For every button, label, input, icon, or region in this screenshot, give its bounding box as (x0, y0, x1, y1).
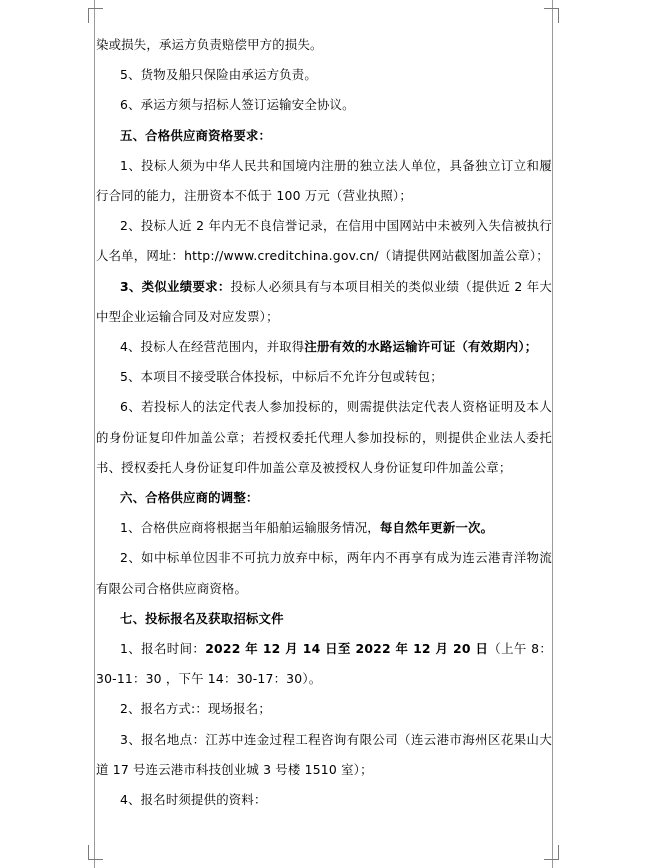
paragraph-qualification-2: 2、投标人近 2 年内无不良信誉记录，在信用中国网站中未被列入失信被执行人名单，网址：http://www.creditchina.gov.cn/（请提供网站截图加盖公章）； (96, 218, 552, 264)
right-margin-rule (552, 0, 553, 868)
crop-mark-top-right (544, 8, 559, 23)
section-heading-seven: 七、投标报名及获取招标文件 (120, 610, 284, 626)
crop-mark-top-left (88, 8, 103, 23)
paragraph-adjustment-1: 1、合格供应商将根据当年船舶运输服务情况，每自然年更新一次。 (120, 520, 494, 536)
section-heading-six: 六、合格供应商的调整： (120, 490, 259, 506)
paragraph-qualification-3: 3、类似业绩要求：投标人必须具有与本项目相关的类似业绩（提供近 2 年大中型企业运输合同及对应发票）； (96, 278, 553, 324)
crop-mark-bottom-right (544, 845, 559, 860)
left-margin-rule (94, 0, 95, 868)
document-body (96, 30, 552, 815)
paragraph-item-6-safety-agreement: 6、承运方须与招标人签订运输安全协议。 (120, 97, 355, 113)
section-heading-five: 五、合格供应商资格要求： (120, 127, 272, 143)
paragraph-item-5-insurance: 5、货物及船只保险由承运方负责。 (120, 67, 317, 83)
paragraph-qualification-5: 5、本项目不接受联合体投标，中标后不允许分包或转包； (120, 369, 443, 385)
paragraph-adjustment-2: 2、如中标单位因非不可抗力放弃中标，两年内不再享有成为连云港青洋物流有限公司合格供应商资格。 (96, 550, 552, 596)
paragraph-registration-method: 2、报名方式:：现场报名； (120, 701, 271, 717)
crop-mark-bottom-left (88, 845, 103, 860)
paragraph-registration-time: 1、报名时间：2022 年 12 月 14 日至 2022 年 12 月 20 日（上午 8：30-11：30 ，下午 14：30-17：30）。 (96, 641, 552, 687)
paragraph-registration-location: 3、报名地点：江苏中连金过程工程咨询有限公司（连云港市海州区花果山大道 17 号连云港市科技创业城 3 号楼 1510 室）； (96, 731, 552, 777)
paragraph-qualification-1: 1、投标人须为中华人民共和国境内注册的独立法人单位，具备独立订立和履行合同的能力，注册资本不低于 100 万元（营业执照）； (96, 157, 552, 204)
paragraph-continuation: 染或损失，承运方负责赔偿甲方的损失。 (96, 37, 323, 52)
paragraph-qualification-6: 6、若投标人的法定代表人参加投标的，则需提供法定代表人资格证明及本人的身份证复印件加盖公章；若授权委托代理人参加投标的，则提供企业法人委托书、授权委托人身份证复印件加盖公章及被授权人身份证复印件加盖公章； (96, 399, 552, 475)
paragraph-registration-materials: 4、报名时须提供的资料： (120, 792, 267, 808)
paragraph-qualification-4: 4、投标人在经营范围内，并取得注册有效的水路运输许可证（有效期内）； (120, 339, 538, 355)
